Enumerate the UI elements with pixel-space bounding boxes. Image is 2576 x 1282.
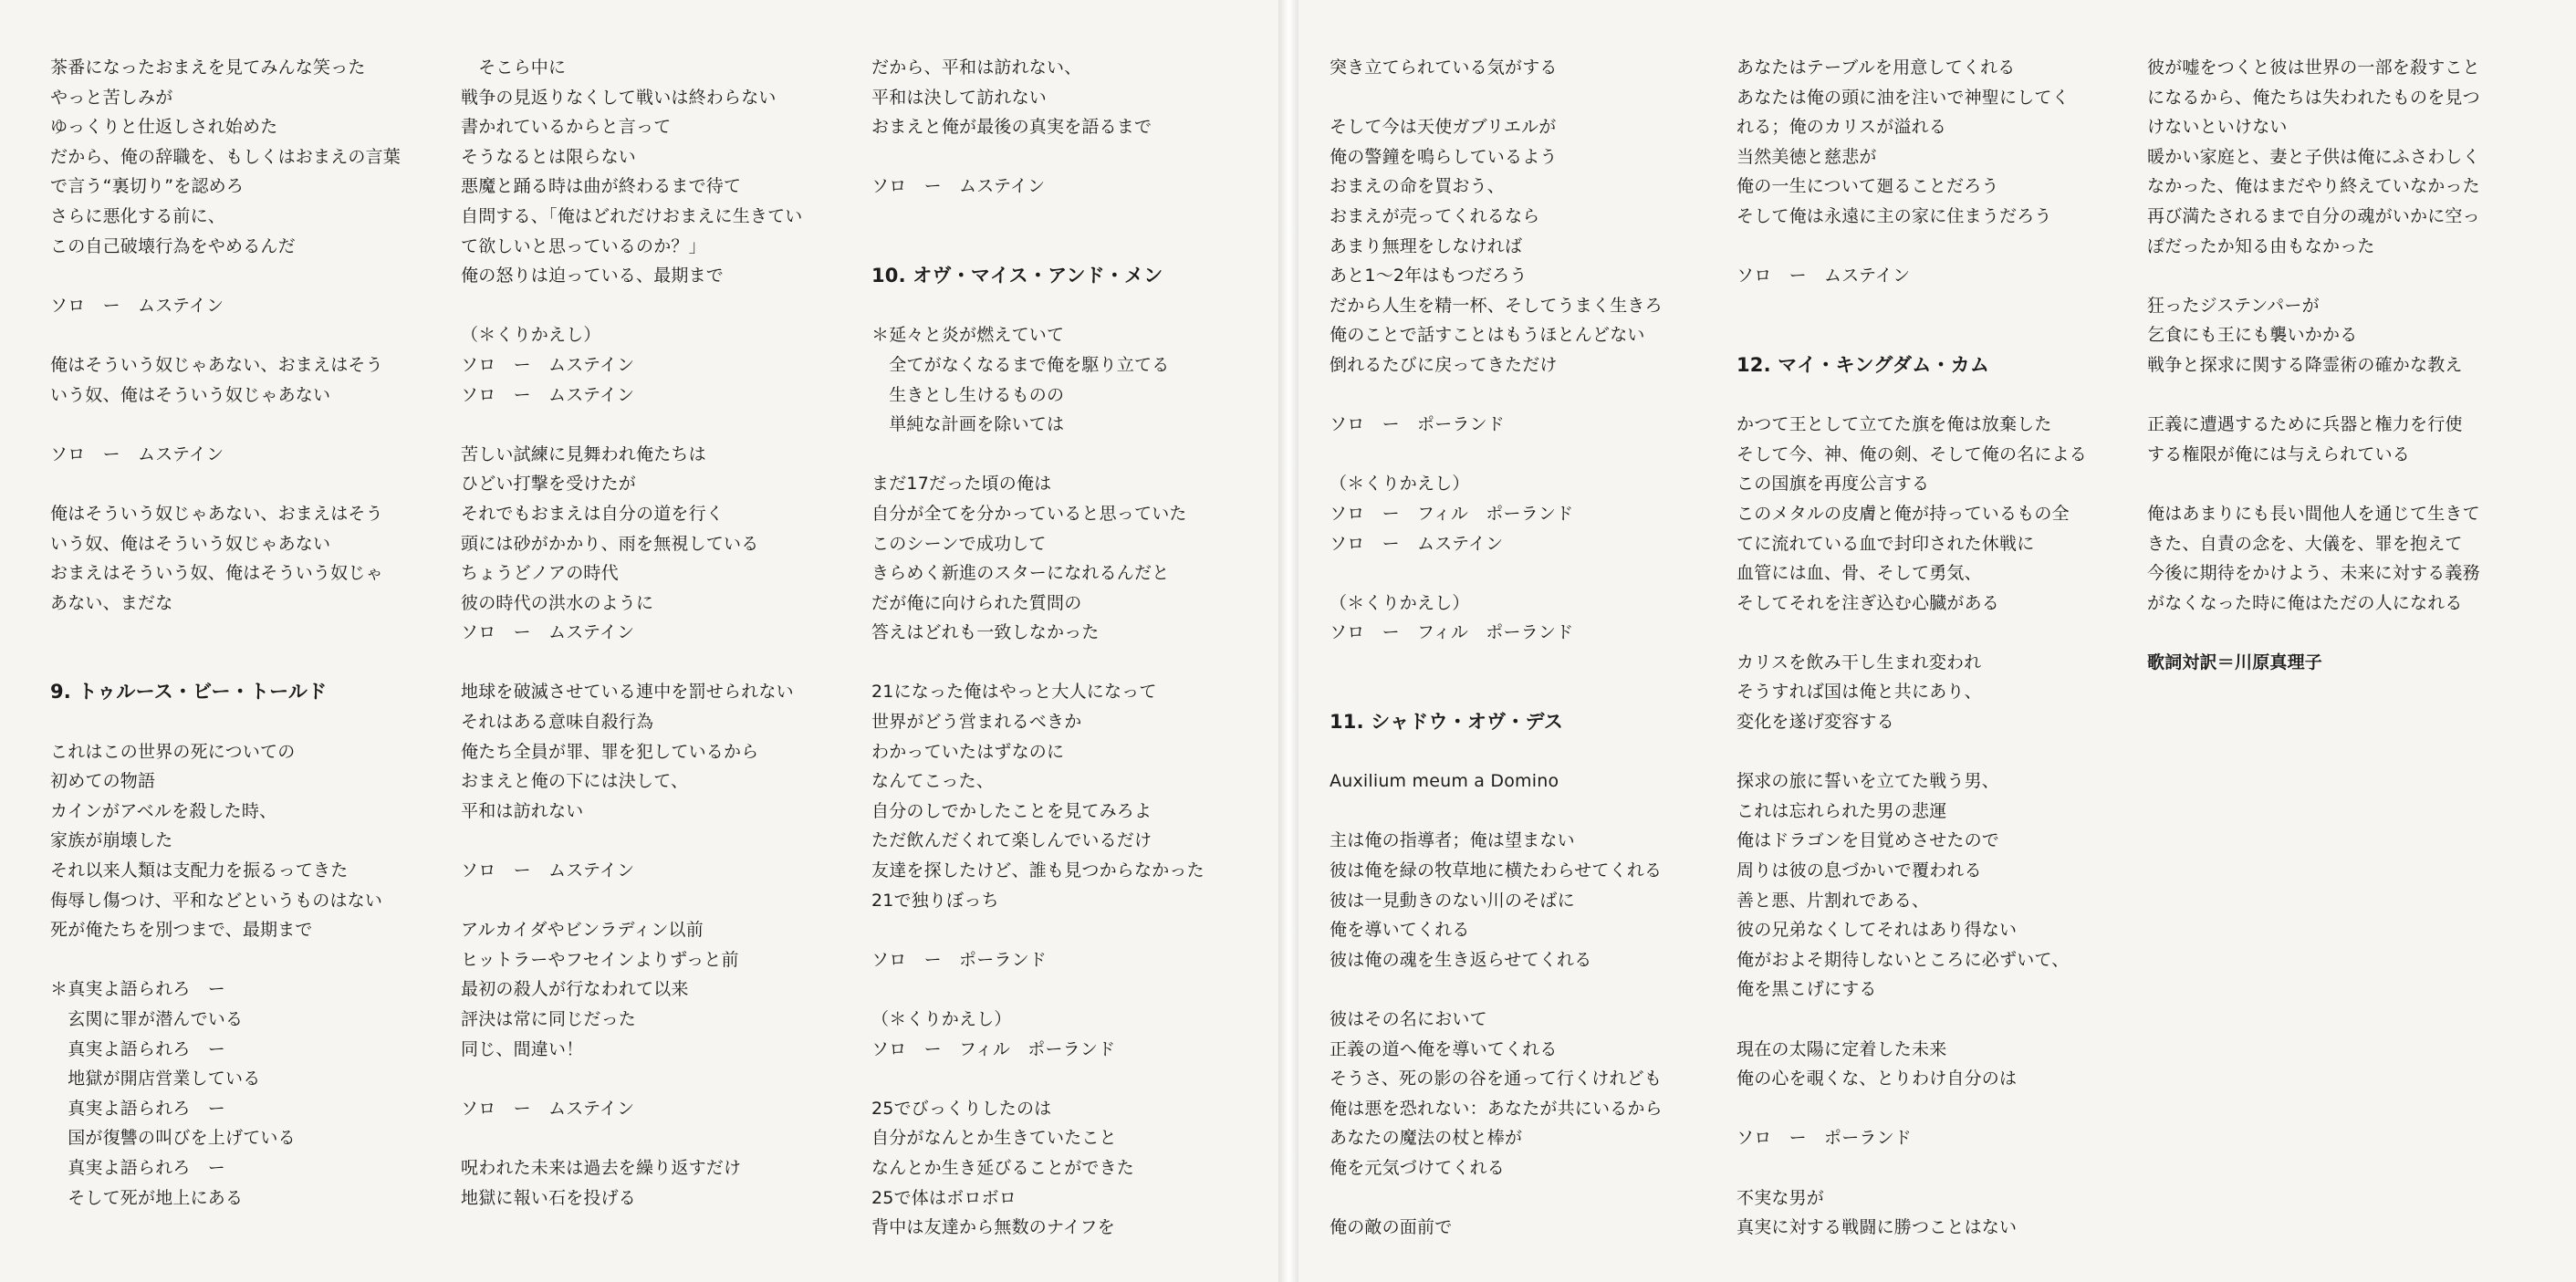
lyric-line: あない、まだな — [50, 592, 173, 613]
lyric-line: 呪われた未来は過去を繰り返すだけ — [461, 1157, 742, 1178]
lyric-line: Auxilium meum a Domino — [1330, 771, 1559, 792]
lyric-line: ＊真実よ語られろ ー — [50, 979, 226, 1000]
lyric-line: 正義の道へ俺を導いてくれる — [1330, 1038, 1558, 1059]
stanza-break — [871, 232, 1255, 262]
lyric-line: そうさ、死の影の谷を通って行くけれども — [1330, 1068, 1663, 1089]
lyric-line: 世界がどう営まれるべきか — [871, 712, 1082, 733]
stanza-break — [461, 291, 844, 321]
lyric-line: 玄関に罪が潜んでいる — [50, 1009, 244, 1029]
lyric-line: 地獄が開店営業している — [50, 1068, 261, 1089]
stanza-break — [461, 1064, 844, 1094]
stanza-break — [871, 915, 1255, 945]
lyric-line: 彼の時代の洪水のように — [461, 592, 654, 613]
lyric-line: そして今は天使ガブリエルが — [1330, 117, 1557, 138]
lyric-line: そうすれば国は俺と共にあり、 — [1736, 682, 1982, 703]
lyric-line: 血管には血、骨、そして勇気、 — [1736, 563, 1982, 584]
lyric-line: 25でびっくりしたのは — [871, 1098, 1052, 1119]
stanza-break — [1330, 1183, 1713, 1214]
lyric-line: いう奴、俺はそういう奴じゃあない — [50, 533, 331, 554]
lyric-line: がなくなった時に俺はただの人になれる — [2147, 592, 2463, 613]
stanza-break — [2147, 618, 2530, 648]
lyric-line: 真実に対する戦闘に勝つことはない — [1736, 1217, 2018, 1238]
lyric-line: 戦争と探求に関する降霊術の確かな教え — [2147, 354, 2463, 375]
lyric-line: 友達を探したけど、誰も見つからなかった — [871, 860, 1205, 881]
lyrics-column-6 — [2147, 53, 2530, 677]
stanza-break — [50, 707, 433, 737]
lyric-line: このシーンで成功して — [871, 533, 1047, 554]
lyric-line: 初めての物語 — [50, 771, 156, 792]
lyric-line: 俺の一生について廻ることだろう — [1736, 176, 1999, 197]
lyric-line: あまり無理をしなければ — [1330, 235, 1523, 256]
stanza-break — [50, 469, 433, 499]
stanza-break — [50, 945, 433, 975]
stanza-break — [461, 886, 844, 916]
stanza-break — [50, 410, 433, 440]
lyric-line: 背中は友達から無数のナイフを — [871, 1217, 1115, 1238]
lyric-line: 現在の太陽に定着した未来 — [1736, 1038, 1947, 1059]
lyric-line: やっと苦しみが — [50, 87, 173, 108]
lyric-line: 答えはどれも一致しなかった — [871, 622, 1100, 643]
lyric-line: ヒットラーやフセインよりずっと前 — [461, 949, 739, 970]
lyric-line: 国が復讐の叫びを上げている — [50, 1128, 296, 1149]
lyric-line: あなたは俺の頭に油を注いで神聖にしてく — [1736, 87, 2070, 108]
lyric-line: そして死が地上にある — [50, 1187, 244, 1208]
lyric-line: 彼の兄弟なくしてそれはあり得ない — [1736, 920, 2018, 941]
lyric-line: このメタルの皮膚と俺が持っているもの全 — [1736, 503, 2070, 524]
lyric-line: 単純な計画を除いては — [871, 414, 1065, 435]
stanza-break — [1330, 648, 1713, 678]
lyric-line: 自問する、「俺はどれだけおまえに生きてい — [461, 205, 803, 226]
lyric-line: だから、平和は訪れない、 — [871, 57, 1082, 78]
lyric-line: まだ17だった頃の俺は — [871, 474, 1052, 495]
lyric-line: 茶番になったおまえを見てみんな笑った — [50, 57, 366, 78]
lyric-line: アルカイダやビンラディン以前 — [461, 920, 704, 941]
lyric-line: て欲しいと思っているのか？」 — [461, 235, 706, 256]
lyric-line: 平和は決して訪れない — [871, 87, 1048, 108]
lyric-line: 悪魔と踊る時は曲が終わるまで待て — [461, 176, 742, 197]
right-page — [1298, 0, 2576, 1282]
lyric-line: 自分がなんとか生きていたこと — [871, 1128, 1117, 1149]
lyric-line: なかった、俺はまだやり終えていなかった — [2147, 176, 2480, 197]
lyric-line: 評決は常に同じだった — [461, 1009, 637, 1029]
stanza-break — [871, 291, 1255, 321]
stanza-break — [1736, 380, 2120, 411]
lyric-line: 俺はそういう奴じゃあない、おまえはそう — [50, 354, 383, 375]
lyric-line: 俺の敵の面前で — [1330, 1217, 1453, 1238]
song-title: 10. オヴ・マイス・アンド・メン — [871, 265, 1163, 287]
stanza-break — [50, 320, 433, 350]
lyric-line: ソロ ー ムステイン — [461, 1098, 635, 1119]
lyric-line: ソロ ー ムステイン — [461, 354, 635, 375]
lyric-line: さらに悪化する前に、 — [50, 205, 226, 226]
lyric-line: なんてこった、 — [871, 771, 995, 792]
stanza-break — [871, 975, 1255, 1005]
lyric-line: 真実よ語られろ ー — [50, 1157, 226, 1178]
lyric-line: ソロ ー ムステイン — [461, 384, 635, 405]
lyric-line: そこら中に — [461, 57, 567, 78]
stanza-break — [871, 142, 1255, 172]
lyric-line: 不実な男が — [1736, 1187, 1825, 1208]
stanza-break — [1736, 291, 2120, 321]
lyric-line: 正義に遭遇するために兵器と権力を行使 — [2147, 414, 2463, 435]
lyric-line: おまえの命を買おう、 — [1330, 176, 1506, 197]
lyric-line: 倒れるたびに戻ってきただけ — [1330, 354, 1558, 375]
lyric-line: ただ飲んだくれて楽しんでいるだけ — [871, 830, 1152, 851]
lyric-line: 周りは彼の息づかいで覆われる — [1736, 860, 1982, 881]
song-title: 12. マイ・キングダム・カム — [1736, 353, 1990, 376]
stanza-break — [1330, 380, 1713, 411]
lyric-line: きらめく新進のスターになれるんだと — [871, 563, 1170, 584]
lyric-line: （＊くりかえし） — [1330, 474, 1470, 495]
lyric-line: だから人生を精一杯、そしてうまく生きろ — [1330, 295, 1663, 316]
lyric-line: 彼は俺の魂を生き返らせてくれる — [1330, 949, 1592, 970]
stanza-break — [1736, 618, 2120, 648]
lyric-line: 彼が嘘をつくと彼は世界の一部を殺すこと — [2147, 57, 2480, 78]
lyric-line: 頭には砂がかかり、雨を無視している — [461, 533, 759, 554]
stanza-break — [1330, 558, 1713, 589]
stanza-break — [461, 826, 844, 856]
stanza-break — [1736, 1094, 2120, 1124]
lyric-line: 最初の殺人が行なわれて以来 — [461, 979, 689, 1000]
lyric-line: おまえはそういう奴、俺はそういう奴じゃ — [50, 563, 383, 584]
lyric-line: この自己破壊行為をやめるんだ — [50, 235, 296, 256]
lyric-line: 変化を遂げ変容する — [1736, 712, 1894, 733]
lyric-line: ひどい打撃を受けたが — [461, 474, 637, 495]
lyric-line: 戦争の見返りなくして戦いは終わらない — [461, 87, 777, 108]
lyric-line: だから、俺の辞職を、もしくはおまえの言葉 — [50, 146, 402, 167]
lyric-line: 俺の心を覗くな、とりわけ自分のは — [1736, 1068, 2018, 1089]
lyric-line: 突き立てられている気がする — [1330, 57, 1558, 78]
lyric-line: （＊くりかえし） — [871, 1009, 1012, 1029]
lyric-line: ソロ ー ムステイン — [50, 443, 224, 464]
lyric-line: そうなるとは限らない — [461, 146, 637, 167]
lyric-line: 地球を破滅させている連中を罰せられない — [461, 682, 794, 703]
lyric-line: 平和は訪れない — [461, 800, 584, 821]
stanza-break — [1736, 232, 2120, 262]
stanza-break — [1330, 797, 1713, 827]
lyric-line: 家族が崩壊した — [50, 830, 173, 851]
lyric-line: おまえが売ってくれるなら — [1330, 205, 1540, 226]
lyric-line: 俺を導いてくれる — [1330, 920, 1470, 941]
lyric-line: 25で体はボロボロ — [871, 1187, 1017, 1208]
stanza-break — [871, 202, 1255, 232]
lyric-line: カインがアベルを殺した時、 — [50, 800, 277, 821]
lyric-line: する権限が俺には与えられている — [2147, 443, 2411, 464]
lyric-line: あと1〜2年はもつだろう — [1330, 266, 1528, 287]
stanza-break — [1330, 737, 1713, 767]
lyric-line: ゆっくりと仕返しされ始めた — [50, 117, 278, 138]
lyric-line: てに流れている血で封印された休戦に — [1736, 533, 2035, 554]
stanza-break — [2147, 261, 2530, 291]
stanza-break — [461, 410, 844, 440]
lyric-line: ソロ ー フィル ポーランド — [871, 1038, 1116, 1059]
lyric-line: ソロ ー ムステイン — [1736, 266, 1911, 287]
stanza-break — [50, 261, 433, 291]
lyric-line: 俺のことで話すことはもうほとんどない — [1330, 325, 1645, 346]
lyric-line: 自分が全てを分かっていると思っていた — [871, 503, 1187, 524]
lyric-line: この国旗を再度公言する — [1736, 474, 1930, 495]
lyric-line: ソロ ー ムステイン — [461, 622, 635, 643]
lyric-line: 俺は悪を恐れない：あなたが共にいるから — [1330, 1098, 1663, 1119]
lyric-line: 俺を元気づけてくれる — [1330, 1157, 1506, 1178]
lyric-line: ソロ ー ムステイン — [871, 176, 1046, 197]
stanza-break — [871, 1064, 1255, 1094]
lyric-line: 真実よ語られろ ー — [50, 1098, 226, 1119]
lyrics-column-1 — [50, 53, 433, 1213]
lyric-line: 俺たち全員が罪、罪を犯しているから — [461, 741, 759, 762]
lyric-line: になるから、俺たちは失われたものを見つ — [2147, 87, 2480, 108]
lyric-line: 苦しい試練に見舞われ俺たちは — [461, 443, 706, 464]
stanza-break — [50, 648, 433, 678]
lyric-line: 自分のしでかしたことを見てみろよ — [871, 800, 1152, 821]
lyric-line: 俺はドラゴンを目覚めさせたので — [1736, 830, 2000, 851]
lyric-line: 21になった俺はやっと大人になって — [871, 682, 1157, 703]
lyric-line: ソロ ー ムステイン — [50, 295, 224, 316]
stanza-break — [1330, 677, 1713, 707]
lyric-line: ソロ ー フィル ポーランド — [1330, 503, 1574, 524]
lyric-line: 生きとし生けるものの — [871, 384, 1065, 405]
lyric-line: 俺がおよそ期待しないところに必ずいて、 — [1736, 949, 2070, 970]
stanza-break — [1330, 83, 1713, 113]
lyrics-column-4 — [1330, 53, 1713, 1243]
lyric-line: そして俺は永遠に主の家に住まうだろう — [1736, 205, 2052, 226]
lyric-line: 今後に期待をかけよう、未来に対する義務 — [2147, 563, 2480, 584]
lyric-line: ソロ ー ムステイン — [461, 860, 635, 881]
lyric-line: 真実よ語られろ ー — [50, 1038, 226, 1059]
lyric-line: ちょうどノアの時代 — [461, 563, 619, 584]
song-title: 11. シャドウ・オヴ・デス — [1330, 711, 1564, 734]
lyric-line: 21で独りぼっち — [871, 890, 999, 911]
stanza-break — [461, 648, 844, 678]
stanza-break — [871, 648, 1255, 678]
lyric-line: 探求の旅に誓いを立てた戦う男、 — [1736, 771, 2000, 792]
lyric-line: わかっていたはずなのに — [871, 741, 1065, 762]
lyrics-column-3 — [871, 53, 1255, 1243]
lyric-line: れる；俺のカリスが溢れる — [1736, 117, 1947, 138]
translator-credit: 歌詞対訳＝川原真理子 — [2147, 651, 2323, 672]
lyric-line: かつて王として立てた旗を俺は放棄した — [1736, 414, 2052, 435]
lyric-line: 彼は俺を緑の牧草地に横たわらせてくれる — [1330, 860, 1663, 881]
lyric-line: 俺はそういう奴じゃあない、おまえはそう — [50, 503, 383, 524]
lyric-line: ソロ ー ポーランド — [1330, 414, 1506, 435]
lyric-line: 再び満たされるまで自分の魂がいかに空っ — [2147, 205, 2480, 226]
lyric-line: 狂ったジステンパーが — [2147, 295, 2320, 316]
lyric-line: 彼はその名において — [1330, 1009, 1487, 1029]
stanza-break — [871, 440, 1255, 470]
lyric-line: で言う“裏切り”を認めろ — [50, 176, 245, 197]
lyric-line: 主は俺の指導者；俺は望まない — [1330, 830, 1575, 851]
lyric-line: そしてそれを注ぎ込む心臓がある — [1736, 592, 2000, 613]
stanza-break — [1736, 1153, 2120, 1183]
lyric-line: そして今、神、俺の剣、そして俺の名による — [1736, 443, 2088, 464]
lyric-line: 彼は一見動きのない川のそばに — [1330, 890, 1575, 911]
lyric-line: ソロ ー ムステイン — [1330, 533, 1504, 554]
lyric-line: おまえと俺が最後の真実を語るまで — [871, 117, 1152, 138]
lyrics-column-5 — [1736, 53, 2120, 1243]
stanza-break — [1736, 320, 2120, 350]
lyric-line: おまえと俺の下には決して、 — [461, 771, 689, 792]
lyric-line: ぽだったか知る由もなかった — [2147, 235, 2375, 256]
lyric-line: あなたの魔法の杖と棒が — [1330, 1128, 1523, 1149]
lyric-line: きた、自責の念を、大儀を、罪を抱えて — [2147, 533, 2463, 554]
lyric-line: これは忘れられた男の悲運 — [1736, 800, 1947, 821]
stanza-break — [1330, 975, 1713, 1005]
lyrics-column-2 — [461, 53, 844, 1213]
stanza-break — [50, 618, 433, 648]
lyric-line: カリスを飲み干し生まれ変われ — [1736, 651, 1982, 672]
lyric-line: 地獄に報い石を投げる — [461, 1187, 637, 1208]
lyric-line: けないといけない — [2147, 117, 2288, 138]
lyric-line: それ以来人類は支配力を振るってきた — [50, 860, 349, 881]
lyric-line: 乞食にも王にも襲いかかる — [2147, 325, 2358, 346]
lyric-line: 俺の警鐘を鳴らしているよう — [1330, 146, 1558, 167]
lyric-line: 暖かい家庭と、妻と子供は俺にふさわしく — [2147, 146, 2480, 167]
lyric-line: 俺の怒りは迫っている、最期まで — [461, 266, 725, 287]
lyric-line: ＊延々と炎が燃えていて — [871, 325, 1065, 346]
left-page — [0, 0, 1278, 1282]
lyric-line: これはこの世界の死についての — [50, 741, 296, 762]
lyric-line: （＊くりかえし） — [461, 325, 601, 346]
lyric-line: いう奴、俺はそういう奴じゃあない — [50, 384, 331, 405]
stanza-break — [1330, 440, 1713, 470]
lyric-line: だが俺に向けられた質問の — [871, 592, 1082, 613]
lyric-line: （＊くりかえし） — [1330, 592, 1470, 613]
lyric-line: 死が俺たちを別つまで、最期まで — [50, 920, 313, 941]
lyric-line: 全てがなくなるまで俺を駆り立てる — [871, 354, 1170, 375]
stanza-break — [1736, 737, 2120, 767]
song-title: 9. トゥルース・ビー・トールド — [50, 681, 328, 704]
lyric-line: 善と悪、片割れである、 — [1736, 890, 1930, 911]
lyric-line: なんとか生き延びることができた — [871, 1157, 1135, 1178]
stanza-break — [461, 1123, 844, 1153]
lyric-line: 俺を黒こげにする — [1736, 979, 1877, 1000]
lyric-line: ソロ ー フィル ポーランド — [1330, 622, 1574, 643]
lyric-line: 侮辱し傷つけ、平和などというものはない — [50, 890, 383, 911]
stanza-break — [2147, 469, 2530, 499]
book-gutter — [1278, 0, 1298, 1282]
lyric-line: 当然美徳と慈悲が — [1736, 146, 1877, 167]
lyric-line: それはある意味自殺行為 — [461, 712, 654, 733]
stanza-break — [1736, 1005, 2120, 1035]
lyric-line: ソロ ー ポーランド — [1736, 1128, 1913, 1149]
lyric-line: 同じ、間違い！ — [461, 1038, 584, 1059]
stanza-break — [2147, 380, 2530, 411]
lyric-line: それでもおまえは自分の道を行く — [461, 503, 725, 524]
lyric-line: ソロ ー ポーランド — [871, 949, 1048, 970]
lyric-line: 書かれているからと言って — [461, 117, 672, 138]
lyric-line: あなたはテーブルを用意してくれる — [1736, 57, 2016, 78]
lyric-line: 俺はあまりにも長い間他人を通じて生きて — [2147, 503, 2480, 524]
